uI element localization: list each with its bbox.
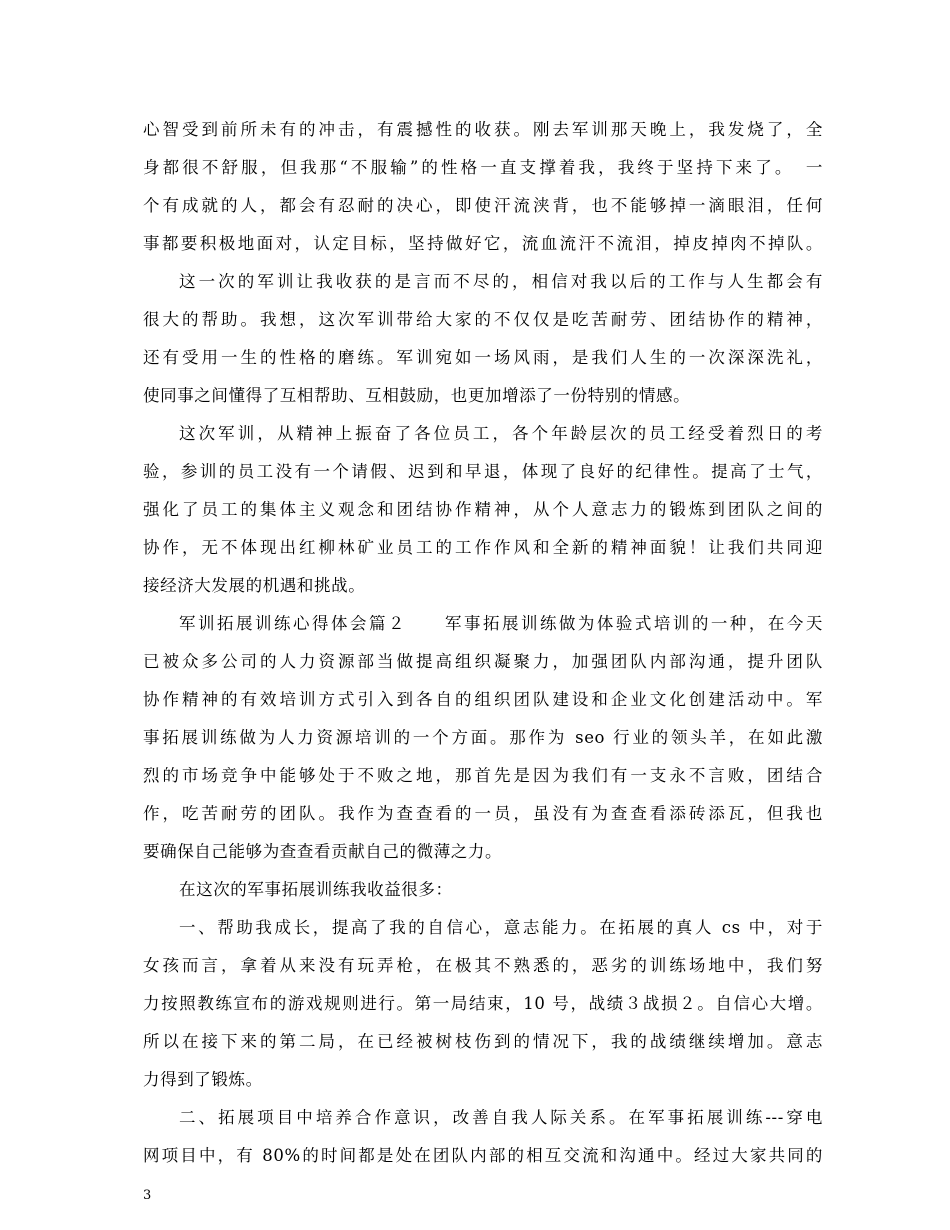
text-line: 事拓展训练做为人力资源培训的一个方面。那作为 seo 行业的领头羊，在如此激 xyxy=(143,728,823,747)
page-number: 3 xyxy=(143,1188,152,1203)
text-line: 协作，无不体现出红柳林矿业员工的工作作风和全新的精神面貌！让我们共同迎 xyxy=(143,538,823,557)
text-line: 女孩而言，拿着从来没有玩弄枪，在极其不熟悉的，恶劣的训练场地中，我们努 xyxy=(143,956,823,975)
text-line: 烈的市场竞争中能够处于不败之地，那首先是因为我们有一支永不言败，团结合 xyxy=(143,766,823,785)
text-line: 一、帮助我成长，提高了我的自信心，意志能力。在拓展的真人 cs 中，对于 xyxy=(179,918,823,937)
text-line: 网项目中，有 80%的时间都是处在团队内部的相互交流和沟通中。经过大家共同的 xyxy=(143,1146,823,1165)
text-line: 身都很不舒服，但我那“不服输”的性格一直支撑着我，我终于坚持下来了。 一 xyxy=(143,158,823,177)
text-line: 在这次的军事拓展训练我收益很多： xyxy=(179,880,453,899)
text-line: 心智受到前所未有的冲击，有震撼性的收获。刚去军训那天晚上，我发烧了，全 xyxy=(143,120,823,139)
text-line: 军训拓展训练心得体会篇２ 军事拓展训练做为体验式培训的一种，在今天 xyxy=(179,614,823,633)
text-line: 还有受用一生的性格的磨练。军训宛如一场风雨，是我们人生的一次深深洗礼， xyxy=(143,348,823,367)
text-line: 验，参训的员工没有一个请假、迟到和早退，体现了良好的纪律性。提高了士气， xyxy=(143,462,823,481)
text-line: 力得到了锻炼。 xyxy=(143,1070,263,1089)
text-line: 个有成就的人，都会有忍耐的决心，即使汗流浃背，也不能够掉一滴眼泪，任何 xyxy=(143,196,823,215)
text-line: 协作精神的有效培训方式引入到各自的组织团队建设和企业文化创建活动中。军 xyxy=(143,690,823,709)
text-line: 所以在接下来的第二局，在已经被树枝伤到的情况下，我的战绩继续增加。意志 xyxy=(143,1032,823,1051)
text-line: 很大的帮助。我想，这次军训带给大家的不仅仅是吃苦耐劳、团结协作的精神， xyxy=(143,310,823,329)
text-line: 已被众多公司的人力资源部当做提高组织凝聚力，加强团队内部沟通，提升团队 xyxy=(143,652,823,671)
text-line: 要确保自己能够为查查看贡献自己的微薄之力。 xyxy=(143,842,503,861)
text-line: 事都要积极地面对，认定目标，坚持做好它，流血流汗不流泪，掉皮掉肉不掉队。 xyxy=(143,234,823,253)
text-line: 二、拓展项目中培养合作意识，改善自我人际关系。在军事拓展训练---穿电 xyxy=(179,1108,823,1127)
text-line: 作，吃苦耐劳的团队。我作为查查看的一员，虽没有为查查看添砖添瓦，但我也 xyxy=(143,804,823,823)
text-line: 力按照教练宣布的游戏规则进行。第一局结束，10 号，战绩３战损２。自信心大增。 xyxy=(143,994,823,1013)
text-line: 这次军训，从精神上振奋了各位员工，各个年龄层次的员工经受着烈日的考 xyxy=(179,424,823,443)
text-line: 这一次的军训让我收获的是言而不尽的，相信对我以后的工作与人生都会有 xyxy=(179,272,823,291)
text-line: 接经济大发展的机遇和挑战。 xyxy=(143,576,366,595)
text-line: 使同事之间懂得了互相帮助、互相鼓励，也更加增添了一份特别的情感。 xyxy=(143,386,691,405)
text-line: 强化了员工的集体主义观念和团结协作精神，从个人意志力的锻炼到团队之间的 xyxy=(143,500,823,519)
